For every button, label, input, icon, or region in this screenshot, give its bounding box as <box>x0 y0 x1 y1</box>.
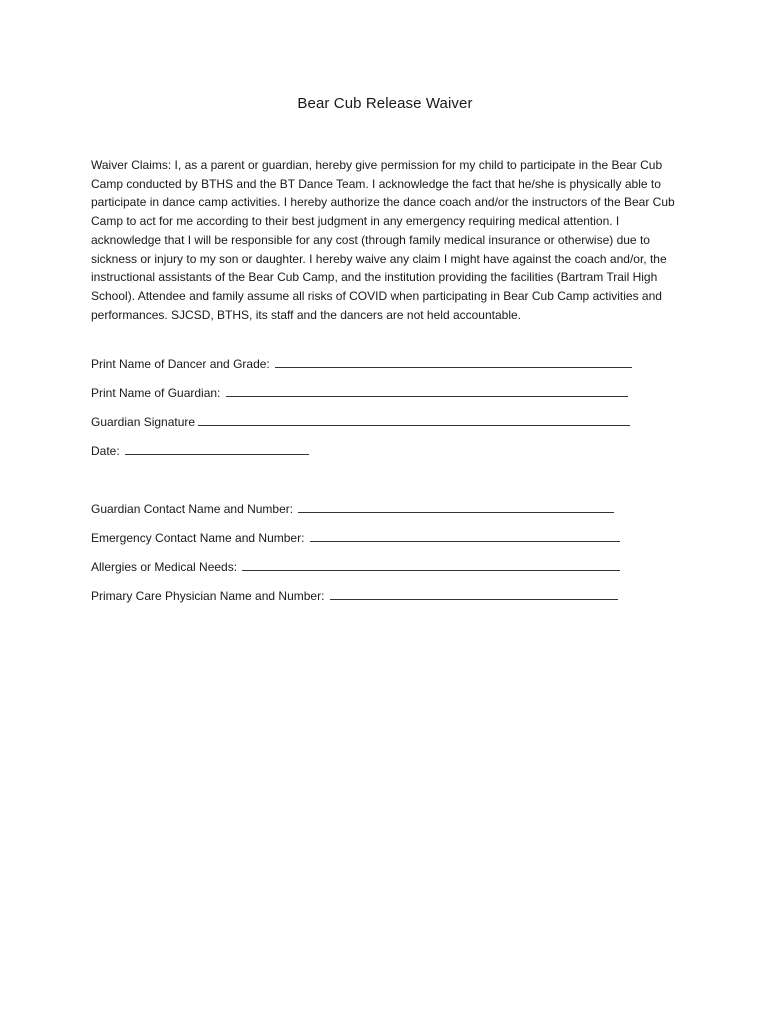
guardian-contact-label: Guardian Contact Name and Number: <box>91 502 294 516</box>
emergency-contact-label: Emergency Contact Name and Number: <box>91 531 305 545</box>
emergency-contact-field <box>91 529 620 546</box>
date-field <box>91 442 309 459</box>
document-title: Bear Cub Release Waiver <box>297 95 473 112</box>
guardian-signature-field <box>91 413 630 430</box>
guardian-contact-line[interactable] <box>298 500 614 513</box>
physician-field <box>91 587 618 604</box>
allergies-field <box>91 558 620 575</box>
allergies-label: Allergies or Medical Needs: <box>91 560 238 574</box>
guardian-contact-field <box>91 500 614 517</box>
dancer-name-label: Print Name of Dancer and Grade: <box>91 357 270 371</box>
allergies-line[interactable] <box>242 558 620 571</box>
guardian-name-line[interactable] <box>226 384 628 397</box>
guardian-name-label: Print Name of Guardian: <box>91 386 221 400</box>
physician-line[interactable] <box>330 587 618 600</box>
date-label: Date: <box>91 444 120 458</box>
physician-label: Primary Care Physician Name and Number: <box>91 589 325 603</box>
guardian-signature-label: Guardian Signature <box>91 415 196 429</box>
guardian-signature-line[interactable] <box>198 413 630 426</box>
guardian-name-field <box>91 384 628 401</box>
dancer-name-field <box>91 355 632 372</box>
date-line[interactable] <box>125 442 309 455</box>
dancer-name-line[interactable] <box>275 355 632 368</box>
waiver-claims-paragraph: Waiver Claims: I, as a parent or guardian, hereby give permission for my child to participate in the Bear Cub Camp conducted by BTHS and the BT Dance Team. I acknowledge the fact that he/she is physically able to participate in dance camp activities. I hereby authorize the dance coach and/or the instructors of the Bear Cub Camp to act for me according to their best judgment in any emergency requiring medical attention. I acknowledge that I will be responsible for any cost (through family medical insurance or otherwise) due to sickness or injury to my son or daughter. I hereby waive any claim I might have against the coach and/or, the instructional assistants of the Bear Cub Camp, and the institution providing the facilities (Bartram Trail High School). Attendee and family assume all risks of COVID when participating in Bear Cub Camp activities and performances. SJCSD, BTHS, its staff and the dancers are not held accountable. <box>91 158 675 322</box>
emergency-contact-line[interactable] <box>310 529 620 542</box>
